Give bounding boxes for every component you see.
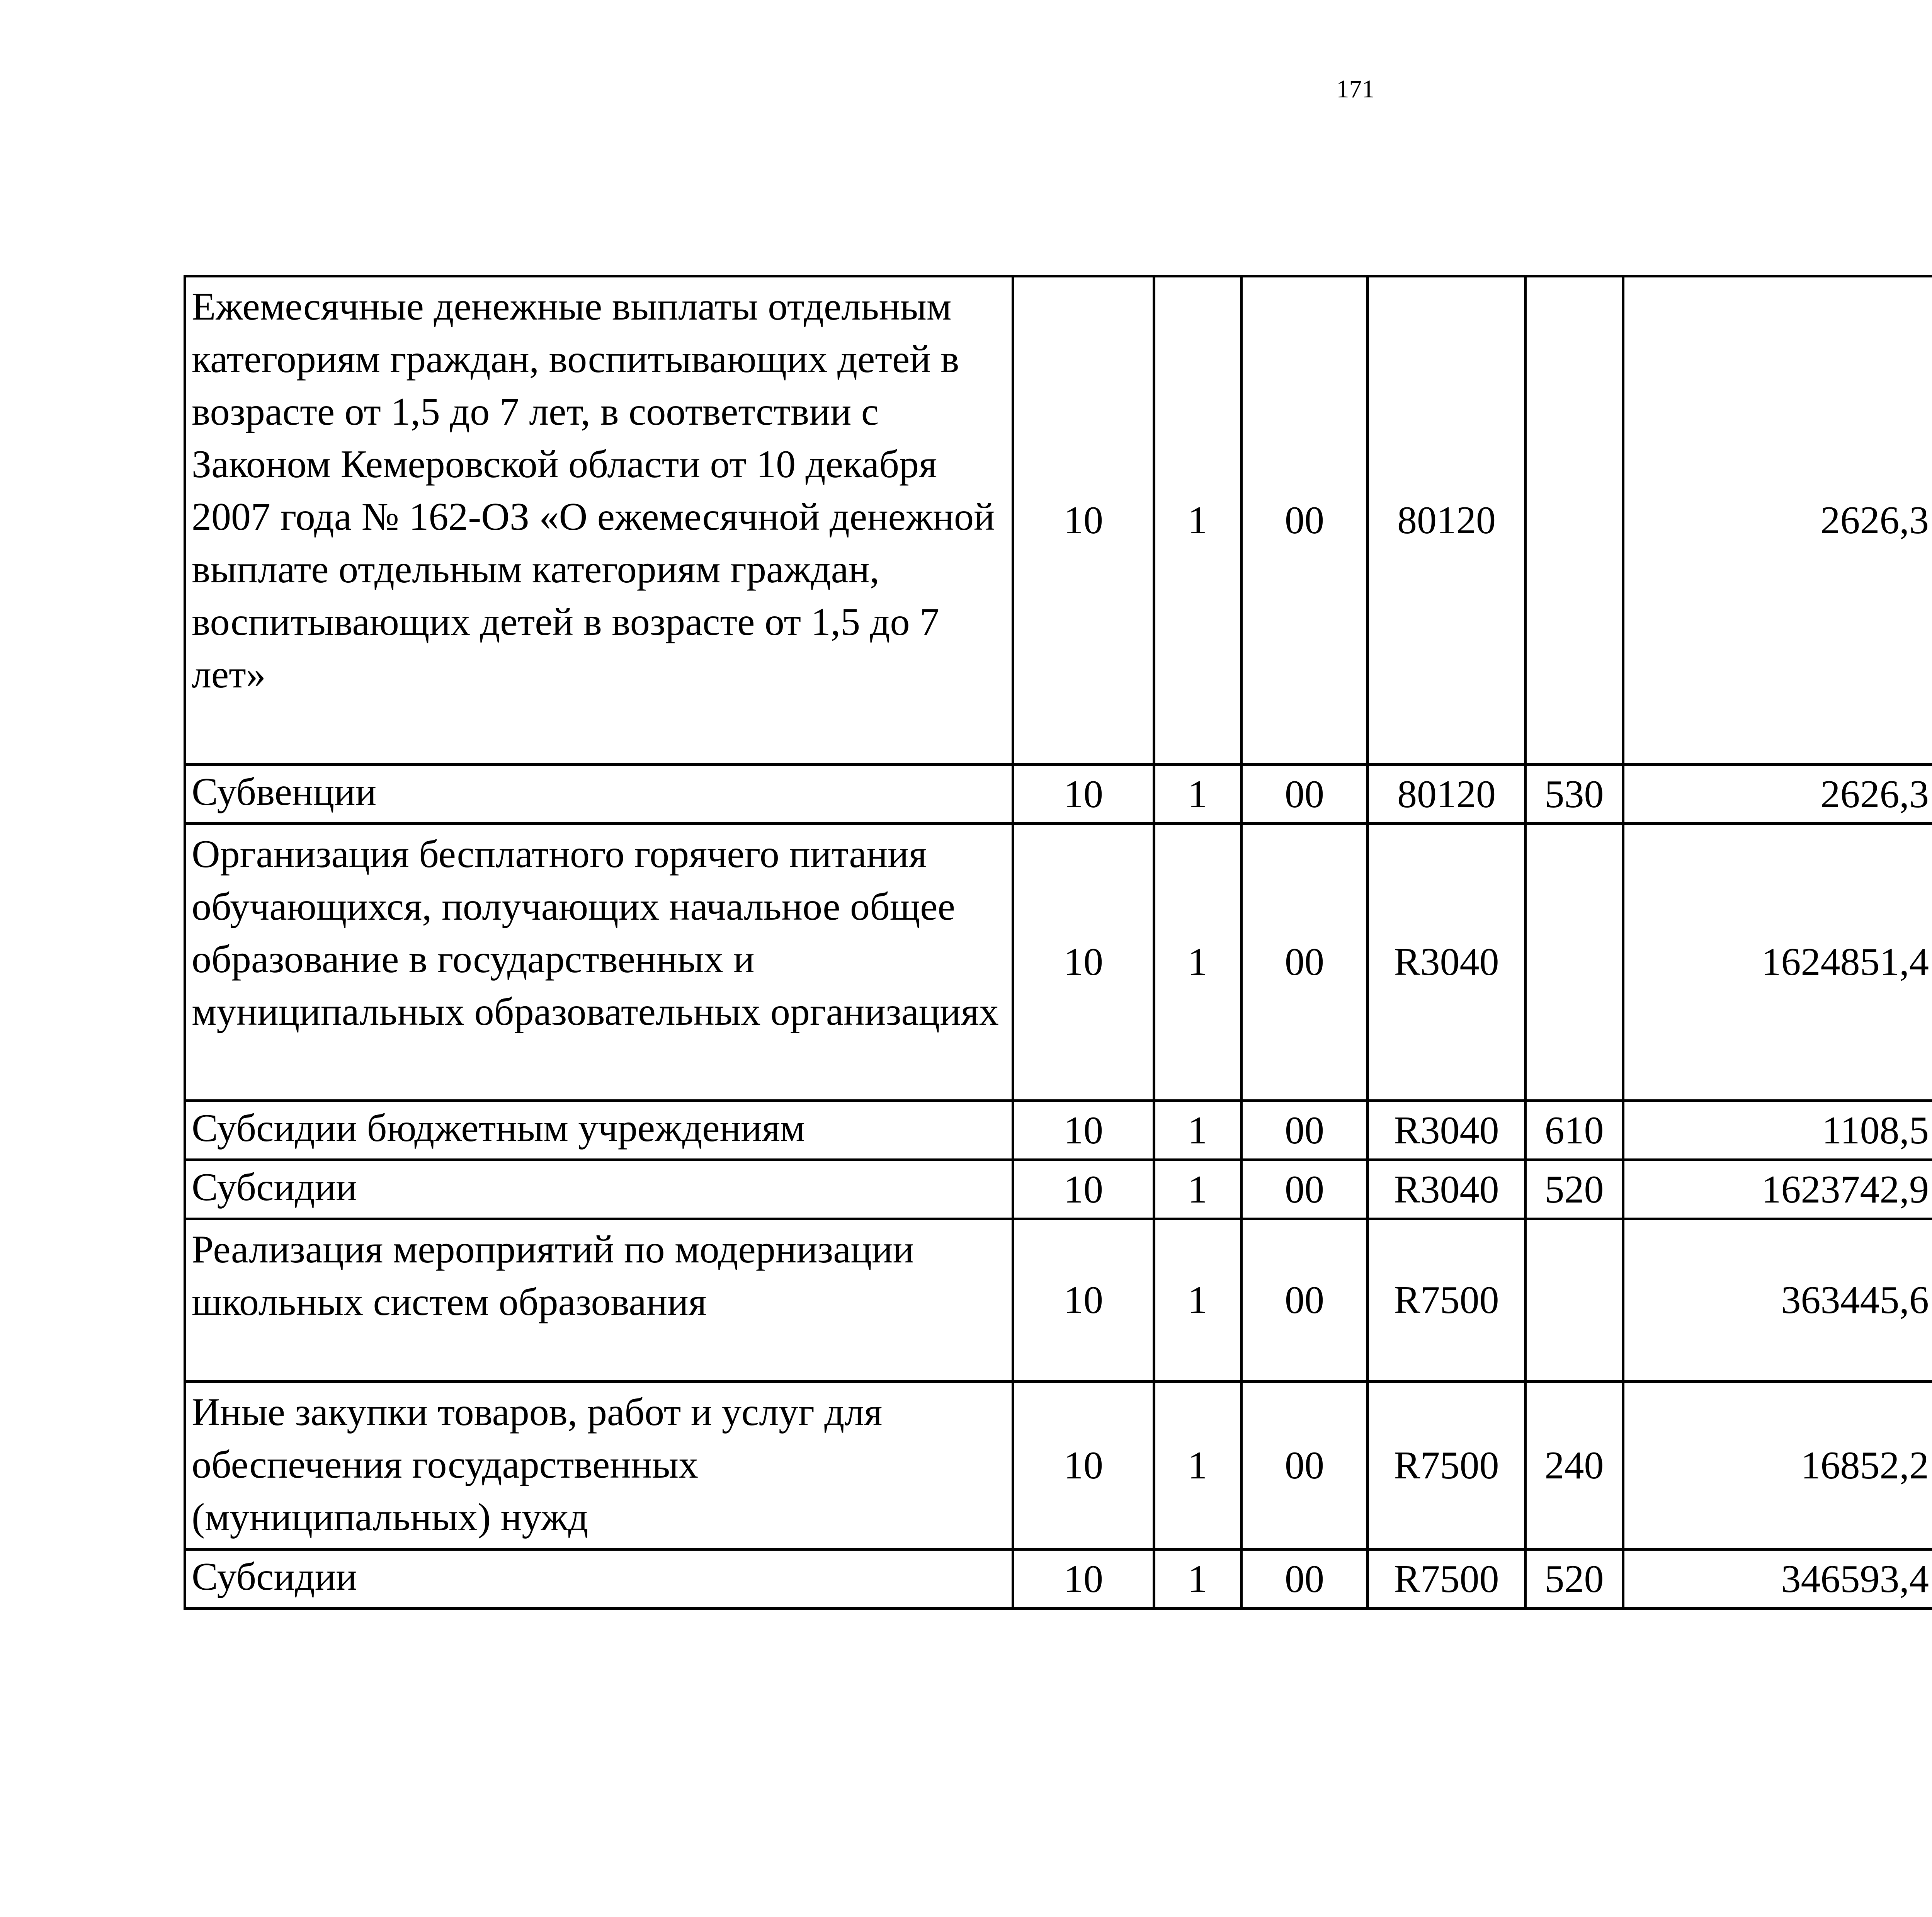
- program-code: 00: [1242, 1219, 1368, 1382]
- program-code: 00: [1242, 1382, 1368, 1550]
- section-code: 10: [1013, 765, 1154, 824]
- program-code: 00: [1242, 1101, 1368, 1160]
- item-code: 80120: [1368, 276, 1526, 765]
- page-number: 171: [1336, 75, 1375, 103]
- row-name: Субвенции: [185, 765, 1013, 824]
- table-row: [185, 824, 1932, 1101]
- section-code: 10: [1013, 276, 1154, 765]
- section-code: 10: [1013, 1382, 1154, 1550]
- subsection-code: 1: [1154, 1101, 1242, 1160]
- value-year-1: 2626,3: [1623, 765, 1932, 824]
- section-code: 10: [1013, 1101, 1154, 1160]
- program-code: 00: [1242, 1160, 1368, 1219]
- subsection-code: 1: [1154, 1219, 1242, 1382]
- section-code: 10: [1013, 1219, 1154, 1382]
- value-year-1: 363445,6: [1623, 1219, 1932, 1382]
- program-code: 00: [1242, 765, 1368, 824]
- table-row: [185, 1550, 1932, 1609]
- program-code: 00: [1242, 824, 1368, 1101]
- row-name: Иные закупки товаров, работ и услуг для обеспечения государственных (муниципальных) нужд: [185, 1382, 1013, 1550]
- item-code: R3040: [1368, 1160, 1526, 1219]
- value-year-1: 1108,5: [1623, 1101, 1932, 1160]
- subsection-code: 1: [1154, 1160, 1242, 1219]
- value-year-1: 1623742,9: [1623, 1160, 1932, 1219]
- item-code: R3040: [1368, 824, 1526, 1101]
- value-year-1: 1624851,4: [1623, 824, 1932, 1101]
- budget-table: [184, 275, 1932, 1610]
- row-name: Организация бесплатного горячего питания обучающихся, получающих начальное общее образование в государственных и муниципальных образовательных организациях: [185, 824, 1013, 1101]
- table-row: [185, 1101, 1932, 1160]
- subsection-code: 1: [1154, 276, 1242, 765]
- expense-type: 520: [1526, 1550, 1623, 1609]
- expense-type: 520: [1526, 1160, 1623, 1219]
- subsection-code: 1: [1154, 824, 1242, 1101]
- value-year-1: 2626,3: [1623, 276, 1932, 765]
- section-code: 10: [1013, 824, 1154, 1101]
- row-name: Субсидии: [185, 1160, 1013, 1219]
- item-code: R7500: [1368, 1550, 1526, 1609]
- row-name: Субсидии бюджетным учреждениям: [185, 1101, 1013, 1160]
- table-row: [185, 1382, 1932, 1550]
- value-year-1: 346593,4: [1623, 1550, 1932, 1609]
- item-code: R7500: [1368, 1382, 1526, 1550]
- value-year-1: 16852,2: [1623, 1382, 1932, 1550]
- expense-type: 530: [1526, 765, 1623, 824]
- table-row: [185, 1219, 1932, 1382]
- item-code: R7500: [1368, 1219, 1526, 1382]
- row-name: Субсидии: [185, 1550, 1013, 1609]
- expense-type: [1526, 824, 1623, 1101]
- program-code: 00: [1242, 276, 1368, 765]
- subsection-code: 1: [1154, 1550, 1242, 1609]
- item-code: R3040: [1368, 1101, 1526, 1160]
- expense-type: 240: [1526, 1382, 1623, 1550]
- row-name: Ежемесячные денежные выплаты отдельным категориям граждан, воспитывающих детей в возрасте от 1,5 до 7 лет, в соответствии с Законом Кемеровской области от 10 декабря 2007 года № 162-ОЗ «О ежемесячной денежной выплате отдельным категориям граждан, воспитывающих детей в возрасте от 1,5 до 7 лет»: [185, 276, 1013, 765]
- expense-type: 610: [1526, 1101, 1623, 1160]
- expense-type: [1526, 1219, 1623, 1382]
- row-name: Реализация мероприятий по модернизации школьных систем образования: [185, 1219, 1013, 1382]
- section-code: 10: [1013, 1160, 1154, 1219]
- subsection-code: 1: [1154, 1382, 1242, 1550]
- expense-type: [1526, 276, 1623, 765]
- subsection-code: 1: [1154, 765, 1242, 824]
- table-row: [185, 276, 1932, 765]
- item-code: 80120: [1368, 765, 1526, 824]
- table-row: [185, 1160, 1932, 1219]
- program-code: 00: [1242, 1550, 1368, 1609]
- section-code: 10: [1013, 1550, 1154, 1609]
- table-row: [185, 765, 1932, 824]
